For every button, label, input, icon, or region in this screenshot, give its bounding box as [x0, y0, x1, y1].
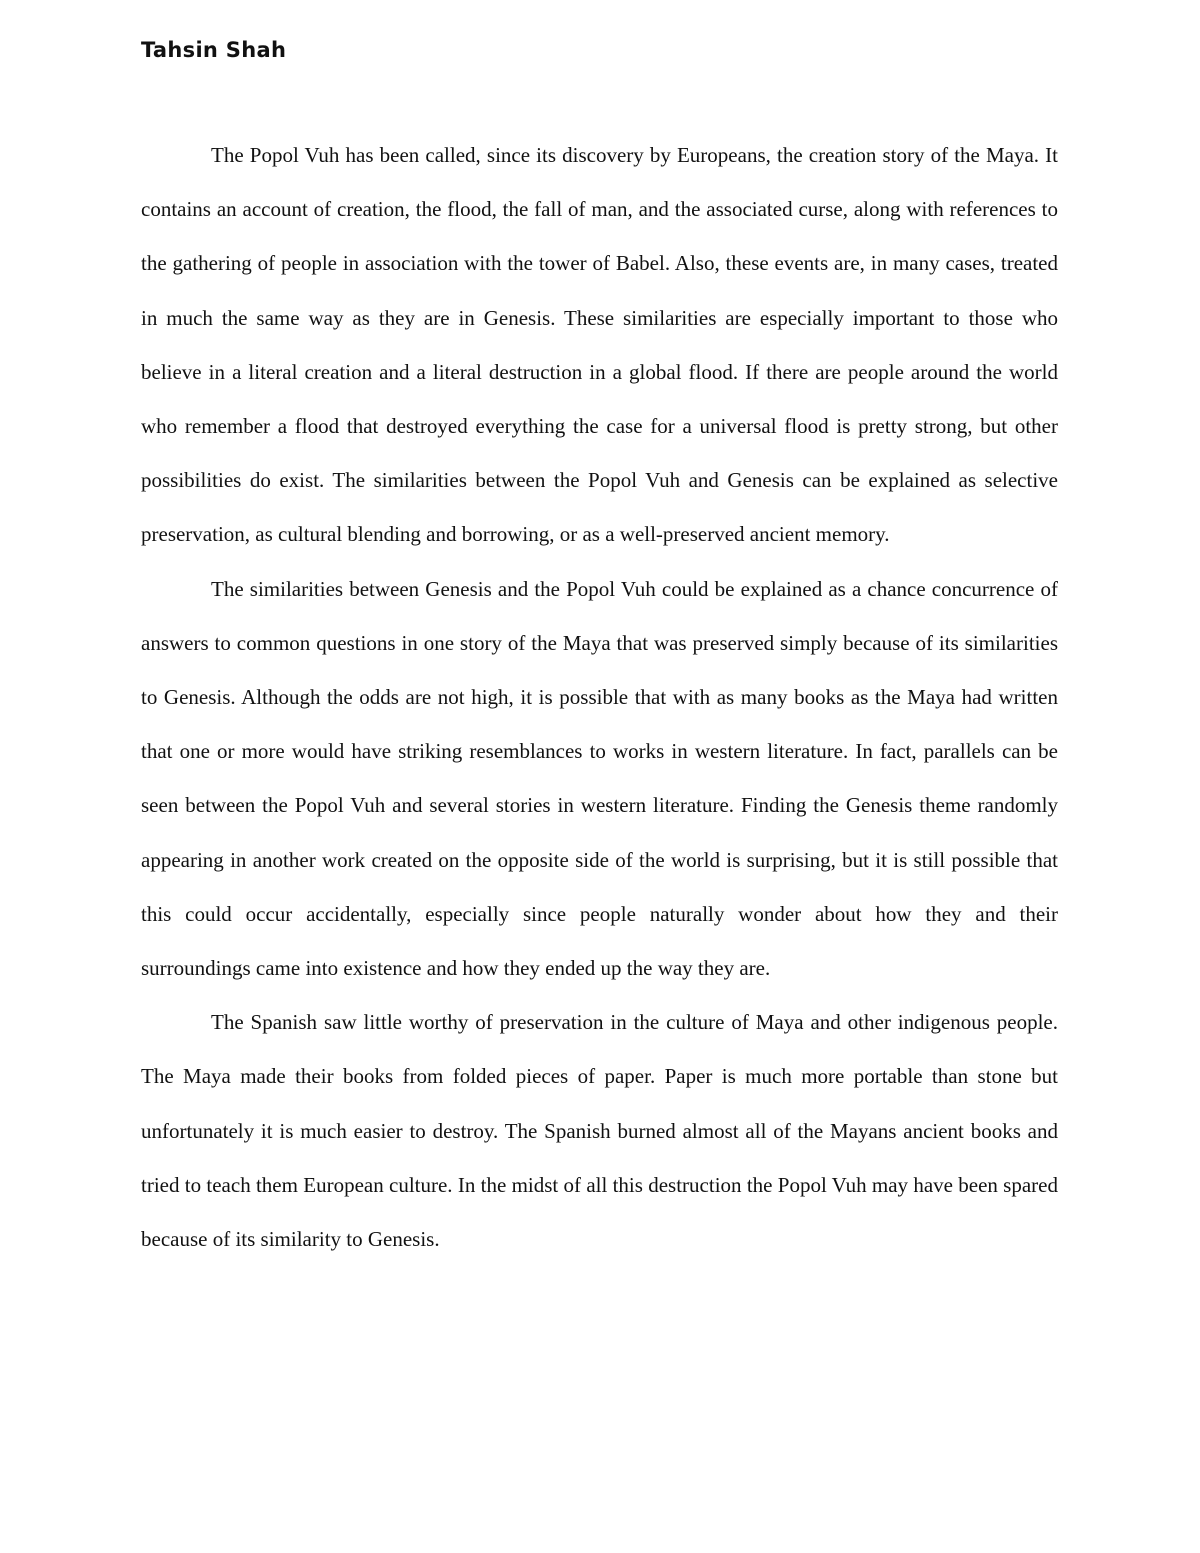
paragraph-2: The similarities between Genesis and the Popol Vuh could be explained as a chance concurrence of answers to common questions in one story of the Maya that was preserved simply because of its similarities to Genesis. Although the odds are not high, it is possible that with as many books as the Maya had written that one or more would have striking resemblances to works in western literature. In fact, parallels can be seen between the Popol Vuh and several stories in western literature. Finding the Genesis theme randomly appearing in another work created on the opposite side of the world is surprising, but it is still possible that this could occur accidentally, especially since people naturally wonder about how they and their surroundings came into existence and how they ended up the way they are. — [141, 576, 1058, 981]
paragraph-3: The Spanish saw little worthy of preservation in the culture of Maya and other indigenous people. The Maya made their books from folded pieces of paper. Paper is much more portable than stone but unfortunately it is much easier to destroy. The Spanish burned almost all of the Mayans ancient books and tried to teach them European culture. In the midst of all this destruction the Popol Vuh may have been spared because of its similarity to Genesis. — [141, 1010, 1058, 1252]
author-name: Tahsin Shah — [141, 38, 287, 62]
paragraph-1: The Popol Vuh has been called, since its discovery by Europeans, the creation story of the Maya. It contains an account of creation, the flood, the fall of man, and the associated curse, along with references to the gathering of people in association with the tower of Babel. Also, these events are, in many cases, treated in much the same way as they are in Genesis. These similarities are especially important to those who believe in a literal creation and a literal destruction in a global flood. If there are people around the world who remember a flood that destroyed everything the case for a universal flood is pretty strong, but other possibilities do exist. The similarities between the Popol Vuh and Genesis can be explained as selective preservation, as cultural blending and borrowing, or as a well-preserved ancient memory. — [141, 143, 1058, 547]
essay-body — [141, 128, 1058, 1266]
